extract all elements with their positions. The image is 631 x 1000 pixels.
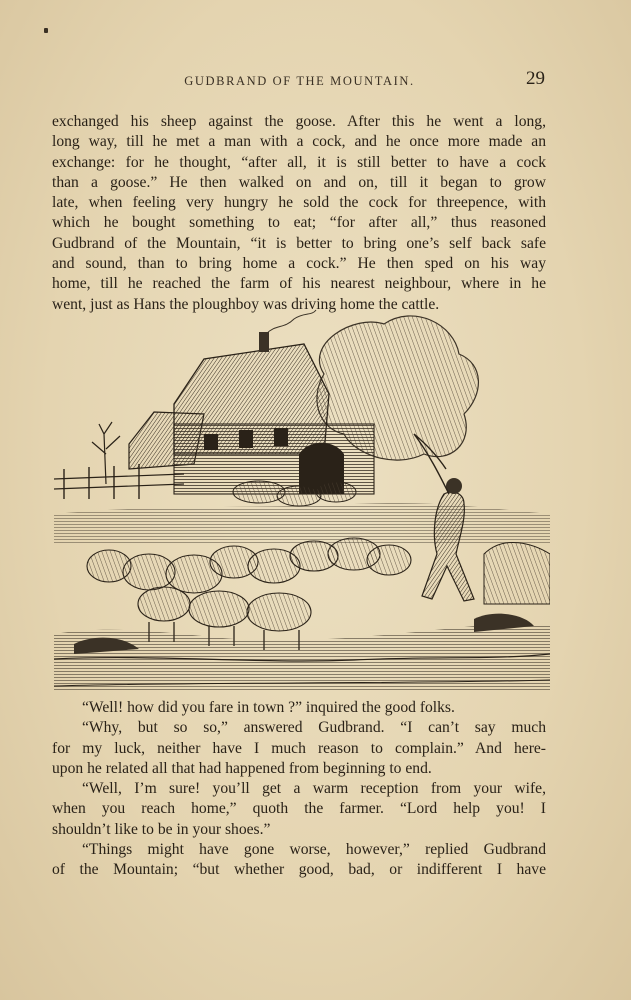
ink-speck (44, 28, 48, 33)
text-line: “Why, but so so,” answered Gudbrand. “I can’t say much (82, 719, 546, 737)
text-line: of the Mountain; “but whether good, bad, or indifferent I have (52, 861, 546, 879)
text-line: when you reach home,” quoth the farmer. “Lord help you! I (52, 800, 546, 818)
text-line: for my luck, neither have I much reason to complain.” And here- (52, 739, 546, 757)
text-line: exchange: for he thought, “after all, it is still better to have a cock (52, 153, 546, 171)
text-line: went, just as Hans the ploughboy was driving home the cattle. (52, 295, 440, 313)
text-line: home, till he reached the farm of his nearest neighbour, where in he (52, 275, 546, 293)
text-line: exchanged his sheep against the goose. After this he went a long, (52, 113, 546, 130)
woodcut-illustration (54, 304, 550, 690)
text-line: upon he related all that had happened from beginning to end. (52, 759, 432, 777)
text-line: “Well, I’m sure! you’ll get a warm reception from your wife, (82, 780, 546, 798)
text-line: and sound, than to bring home a cock.” He then sped on his way (52, 255, 546, 273)
running-title: GUDBRAND OF THE MOUNTAIN. (184, 74, 415, 88)
page-number: 29 (526, 68, 545, 89)
bottom-paragraph (52, 698, 546, 881)
farm-scene-engraving (54, 304, 550, 690)
text-line: shouldn’t like to be in your shoes.” (52, 820, 271, 838)
text-line: “Things might have gone worse, however,” replied Gudbrand (82, 841, 546, 859)
top-paragraph (52, 112, 546, 315)
text-line: Gudbrand of the Mountain, “it is better to bring one’s self back safe (52, 234, 546, 252)
text-line: late, when feeling very hungry he sold the cock for threepence, with (52, 194, 546, 212)
text-line: long way, till he met a man with a cock, and he once more made an (52, 133, 546, 151)
text-line: than a goose.” He then walked on and on, till it began to grow (52, 173, 546, 191)
text-line: “Well! how did you fare in town ?” inquired the good folks. (82, 699, 455, 716)
text-line: which he bought something to eat; “for after all,” thus reasoned (52, 214, 546, 232)
